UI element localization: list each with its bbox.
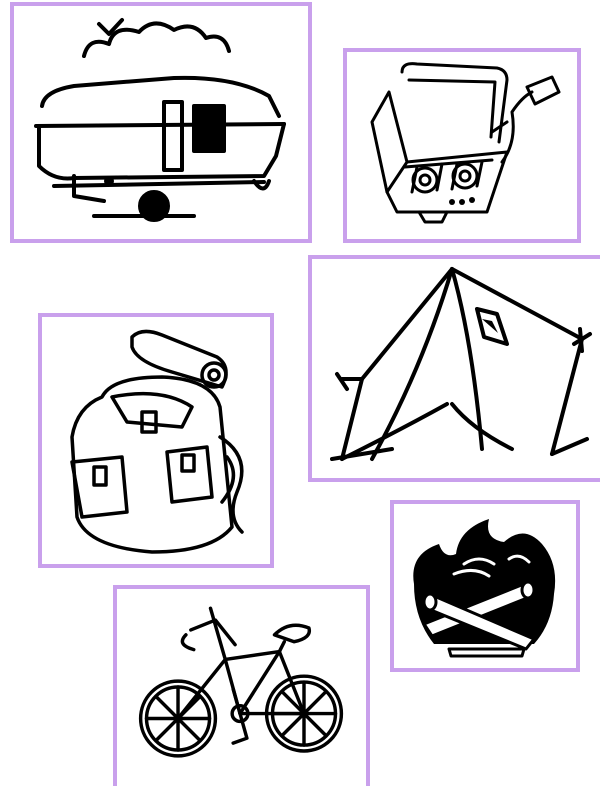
backpack-card [38, 313, 274, 568]
campfire-icon [394, 504, 576, 668]
stove-card [343, 48, 581, 243]
camper-trailer-icon [14, 6, 308, 239]
backpack-icon [42, 317, 270, 564]
bicycle-icon [117, 589, 366, 786]
campfire-card [390, 500, 580, 672]
tent-card [308, 255, 600, 482]
tent-icon [312, 259, 600, 478]
bicycle-card [113, 585, 370, 786]
camper-card [10, 2, 312, 243]
camp-stove-icon [347, 52, 577, 239]
